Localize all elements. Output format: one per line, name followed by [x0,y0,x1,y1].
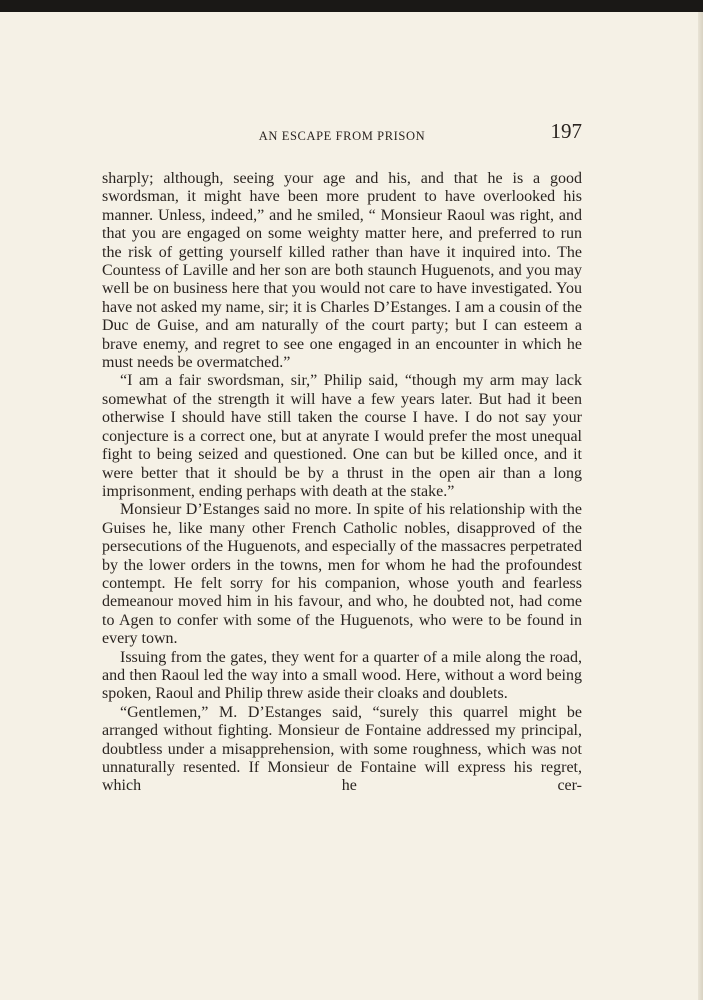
paragraph-5: “Gentlemen,” M. D’Estanges said, “surely this quarrel might be arranged without fighting. Monsieur de Fontaine addressed my principal, doubtless under a misapprehension, with some roughness, which was not unnaturally resented. If Monsieur de Fontaine will express his regret, which he cer- [102,703,582,795]
paragraph-1: sharply; although, seeing your age and his, and that he is a good swordsman, it might have been more prudent to have overlooked his manner. Unless, indeed,” and he smiled, “ Monsieur Raoul was right, and that you are engaged on some weighty matter here, and preferred to run the risk of getting yourself killed rather than have it inquired into. The Countess of Laville and her son are both staunch Huguenots, and you may well be on business here that you would not care to have investigated. You have not asked my name, sir; it is Charles D’Estanges. I am a cousin of the Duc de Guise, and am naturally of the court party; but I can esteem a brave enemy, and regret to see one engaged in an encounter in which he must needs be overmatched.” [102,170,582,372]
book-page [0,12,703,1000]
running-title: AN ESCAPE FROM PRISON [258,129,426,143]
paragraph-4: Issuing from the gates, they went for a quarter of a mile along the road, and then Raoul led the way into a small wood. Here, without a word being spoken, Raoul and Philip threw aside their cloaks and doublets. [102,648,582,703]
paragraph-3: Monsieur D’Estanges said no more. In spite of his relationship with the Guises he, like many other French Catholic nobles, disapproved of the persecutions of the Huguenots, and especially of the massacres perpetrated by the lower orders in the towns, men for whom he had the profoundest contempt. He felt sorry for his companion, whose youth and fearless demeanour moved him in his favour, and who, he doubted not, had come to Agen to confer with some of the Huguenots, who were to be found in every town. [102,501,582,648]
body-text [102,170,582,796]
paragraph-2: “I am a fair swordsman, sir,” Philip said, “though my arm may lack somewhat of the strength it will have a few years later. But had it been otherwise I should have still taken the course I have. I do not say your conjecture is a correct one, but at anyrate I would prefer the most unequal fight to being seized and questioned. One can but be killed once, and it were better that it should be by a thrust in the open air than a long imprisonment, ending perhaps with death at the stake.” [102,372,582,500]
page-number: 197 [550,119,582,143]
page-header [102,119,582,149]
